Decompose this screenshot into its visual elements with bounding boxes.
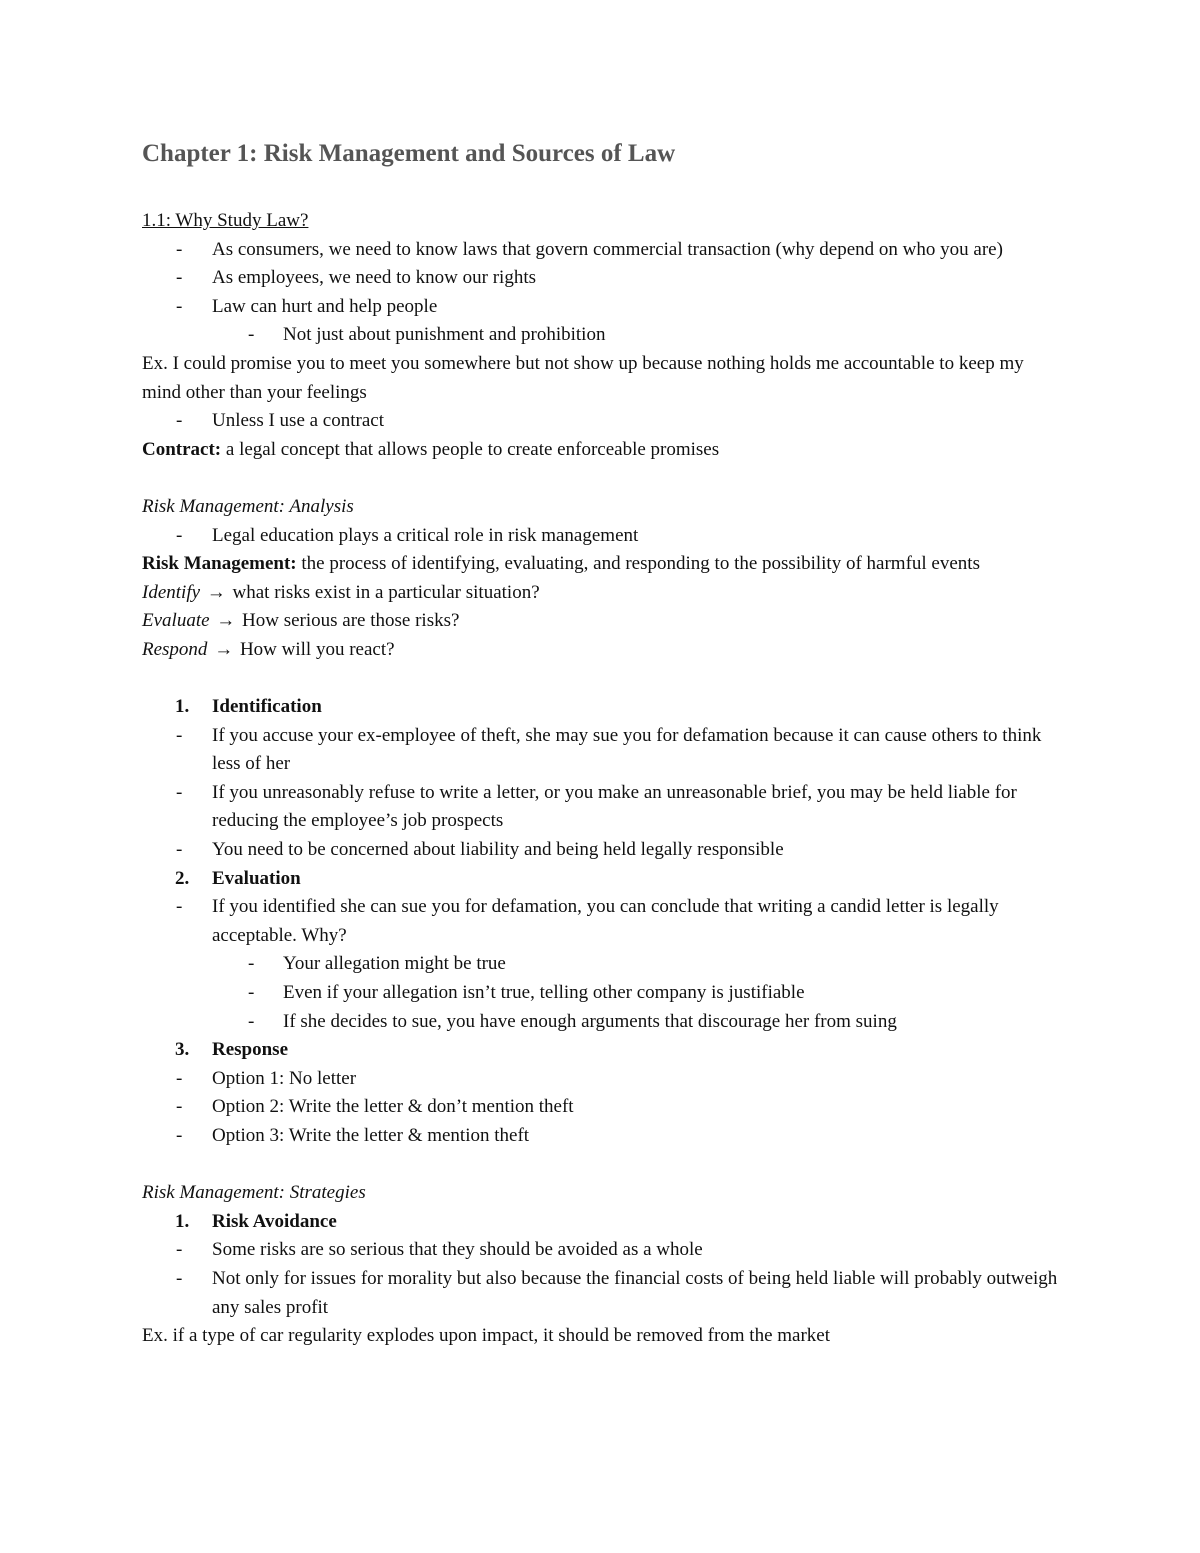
bullet-text: You need to be concerned about liability and being held legally responsible — [212, 839, 784, 861]
document-body — [142, 207, 1062, 1351]
bullet-contract — [142, 407, 1062, 436]
bullet-legal-education — [142, 522, 1062, 551]
bullet-text: Legal education plays a critical role in risk management — [212, 524, 639, 546]
arrow-icon: → — [214, 638, 234, 660]
bullet-text: Law can hurt and help people — [212, 295, 438, 317]
arrow-icon: → — [216, 610, 236, 632]
bullet-liability — [142, 836, 1062, 865]
bullet-identified-defamation — [142, 893, 1062, 950]
bullet-text: Some risks are so serious that they should be avoided as a whole — [212, 1239, 703, 1261]
bullet-text: Option 1: No letter — [212, 1067, 357, 1089]
subbullet-punishment — [142, 321, 1062, 350]
bullet-text: Not just about punishment and prohibition — [283, 324, 606, 346]
bullet-text: Option 2: Write the letter & don’t mention theft — [212, 1096, 574, 1118]
step-evaluate — [142, 607, 1062, 636]
bullet-dash: - — [176, 524, 183, 546]
term-identify: Identify — [142, 581, 201, 603]
bullet-dash: - — [248, 324, 255, 346]
bullet-option-1 — [142, 1065, 1062, 1094]
numbered-item-risk-avoidance — [142, 1208, 1062, 1237]
bullet-dash: - — [176, 295, 183, 317]
section-heading-rm-strategies: Risk Management: Strategies — [142, 1182, 366, 1204]
subbullet-allegation-true — [142, 950, 1062, 979]
bullet-option-3 — [142, 1122, 1062, 1151]
definition-text: the process of identifying, evaluating, and responding to the possibility of harmful events — [296, 553, 980, 575]
bullet-accuse-theft — [142, 722, 1062, 779]
bullet-employees — [142, 264, 1062, 293]
bullet-text: If you identified she can sue you for defamation, you can conclude that writing a candid letter is legally acceptable. Why? — [212, 896, 999, 946]
bullet-law-hurt-help — [142, 293, 1062, 322]
bullet-dash: - — [176, 1239, 183, 1261]
chapter-title: Chapter 1: Risk Management and Sources of Law — [142, 140, 676, 167]
section-heading-rm-analysis: Risk Management: Analysis — [142, 495, 354, 517]
numbered-label: Evaluation — [212, 867, 301, 889]
section-heading-why-study-law: 1.1: Why Study Law? — [142, 210, 309, 231]
bullet-dash: - — [176, 410, 183, 432]
numbered-label: Response — [212, 1039, 289, 1061]
term-risk-management: Risk Management: — [142, 553, 297, 575]
bullet-dash: - — [176, 238, 183, 260]
bullet-dash: - — [176, 781, 183, 803]
bullet-text: Not only for issues for morality but also because the financial costs of being held liable will probably outweigh any sales profit — [212, 1267, 1058, 1318]
bullet-dash: - — [176, 267, 183, 289]
spacer — [142, 464, 1062, 493]
numbered-item-identification — [142, 693, 1062, 722]
arrow-icon: → — [206, 581, 226, 603]
definition-risk-management — [142, 550, 1062, 579]
list-number: 3. — [175, 1039, 190, 1061]
bullet-dash: - — [176, 724, 183, 746]
spacer — [142, 665, 1062, 694]
term-contract: Contract: — [142, 438, 222, 460]
numbered-item-response — [142, 1036, 1062, 1065]
subbullet-arguments — [142, 1008, 1062, 1037]
step-text: How will you react? — [235, 638, 395, 660]
bullet-text: As employees, we need to know our rights — [212, 267, 536, 289]
bullet-text: If you accuse your ex-employee of theft, she may sue you for defamation because it can cause others to think less of her — [212, 724, 1042, 775]
spacer — [142, 1151, 1062, 1180]
bullet-option-2 — [142, 1093, 1062, 1122]
bullet-dash: - — [248, 982, 255, 1004]
bullet-dash: - — [176, 1067, 183, 1089]
bullet-text: If you unreasonably refuse to write a letter, or you make an unreasonable brief, you may be held liable for reducing the employee’s job prospects — [212, 781, 1017, 832]
step-respond — [142, 636, 1062, 665]
bullet-dash: - — [176, 1267, 183, 1289]
example-car: Ex. if a type of car regularity explodes upon impact, it should be removed from the market — [142, 1325, 831, 1347]
bullet-financial-costs — [142, 1265, 1062, 1322]
bullet-consumers — [142, 236, 1062, 265]
bullet-dash: - — [176, 839, 183, 861]
bullet-refuse-letter — [142, 779, 1062, 836]
step-identify — [142, 579, 1062, 608]
bullet-text: Option 3: Write the letter & mention theft — [212, 1125, 530, 1146]
bullet-text: Your allegation might be true — [283, 953, 506, 975]
bullet-text: If she decides to sue, you have enough arguments that discourage her from suing — [283, 1010, 897, 1032]
example-promise: Ex. I could promise you to meet you somewhere but not show up because nothing holds me accountable to keep my mind other than your feelings — [142, 352, 1024, 403]
bullet-text: As consumers, we need to know laws that govern commercial transaction (why depend on who you are) — [212, 238, 1003, 260]
bullet-dash: - — [248, 953, 255, 975]
numbered-label: Risk Avoidance — [212, 1210, 337, 1232]
list-number: 1. — [175, 1210, 190, 1232]
definition-text: a legal concept that allows people to create enforceable promises — [221, 438, 720, 460]
numbered-label: Identification — [212, 696, 322, 718]
step-text: what risks exist in a particular situation? — [227, 581, 540, 603]
list-number: 2. — [175, 867, 190, 889]
term-evaluate: Evaluate — [142, 610, 210, 632]
bullet-serious-risks — [142, 1236, 1062, 1265]
bullet-dash: - — [176, 1125, 183, 1146]
step-text: How serious are those risks? — [237, 610, 460, 632]
subbullet-justifiable — [142, 979, 1062, 1008]
numbered-item-evaluation — [142, 865, 1062, 894]
bullet-text: Even if your allegation isn’t true, telling other company is justifiable — [283, 982, 805, 1004]
bullet-dash: - — [248, 1010, 255, 1032]
list-number: 1. — [175, 696, 190, 718]
definition-contract — [142, 436, 1062, 465]
term-respond: Respond — [142, 638, 208, 660]
bullet-dash: - — [176, 1096, 183, 1118]
bullet-text: Unless I use a contract — [212, 410, 384, 432]
bullet-dash: - — [176, 896, 183, 918]
